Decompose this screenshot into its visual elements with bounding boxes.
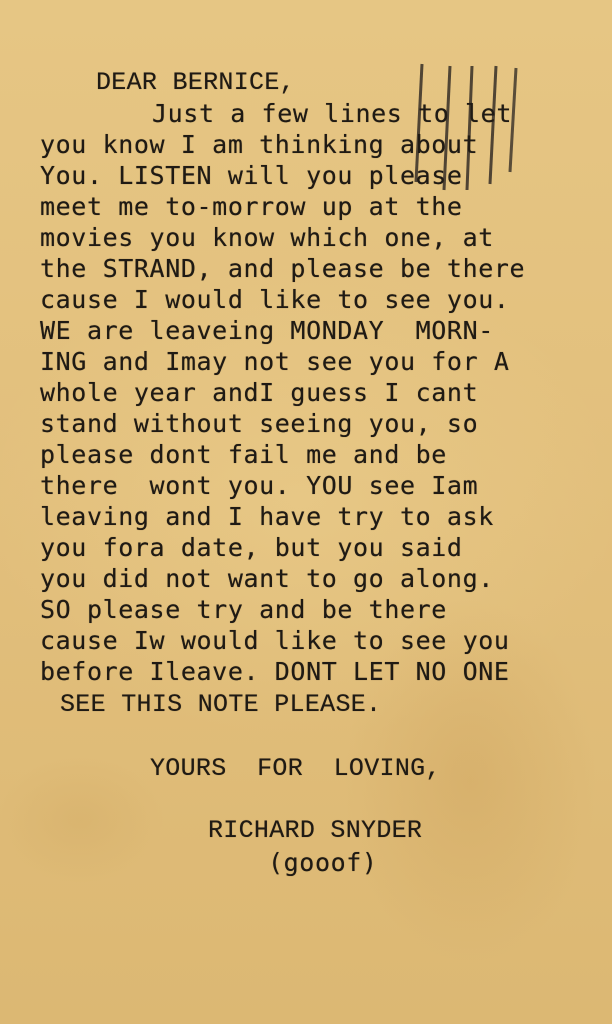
letter-line: stand without seeing you, so bbox=[40, 409, 479, 438]
letter-line: cause Iw would like to see you bbox=[40, 626, 510, 655]
letter-line: you know I am thinking about bbox=[40, 130, 479, 159]
letter-line: You. LISTEN will you please bbox=[40, 161, 463, 190]
letter-line: movies you know which one, at bbox=[40, 223, 494, 252]
letter-line: Just a few lines to let bbox=[152, 99, 512, 128]
greeting: DEAR BERNICE, bbox=[96, 68, 295, 97]
letter-line: SO please try and be there bbox=[40, 595, 447, 624]
letter-line: WE are leaveing MONDAY MORN- bbox=[40, 316, 494, 345]
letter-line: meet me to-morrow up at the bbox=[40, 192, 463, 221]
signature: RICHARD SNYDER bbox=[208, 816, 423, 845]
letter-line: leaving and I have try to ask bbox=[40, 502, 494, 531]
letter-line: you fora date, but you said bbox=[40, 533, 463, 562]
nickname: (gooof) bbox=[268, 848, 378, 877]
letter-line: ING and Imay not see you for A bbox=[40, 347, 510, 376]
letter-line: before Ileave. DONT LET NO ONE bbox=[40, 657, 510, 686]
letter-line: the STRAND, and please be there bbox=[40, 254, 526, 283]
letter-line: please dont fail me and be bbox=[40, 440, 447, 469]
letter-line: cause I would like to see you. bbox=[40, 285, 510, 314]
letter-line: whole year andI guess I cant bbox=[40, 378, 479, 407]
letter-line: there wont you. YOU see Iam bbox=[40, 471, 479, 500]
letter-line: you did not want to go along. bbox=[40, 564, 494, 593]
closing: YOURS FOR LOVING, bbox=[150, 754, 441, 783]
letter-line: SEE THIS NOTE PLEASE. bbox=[60, 690, 382, 719]
